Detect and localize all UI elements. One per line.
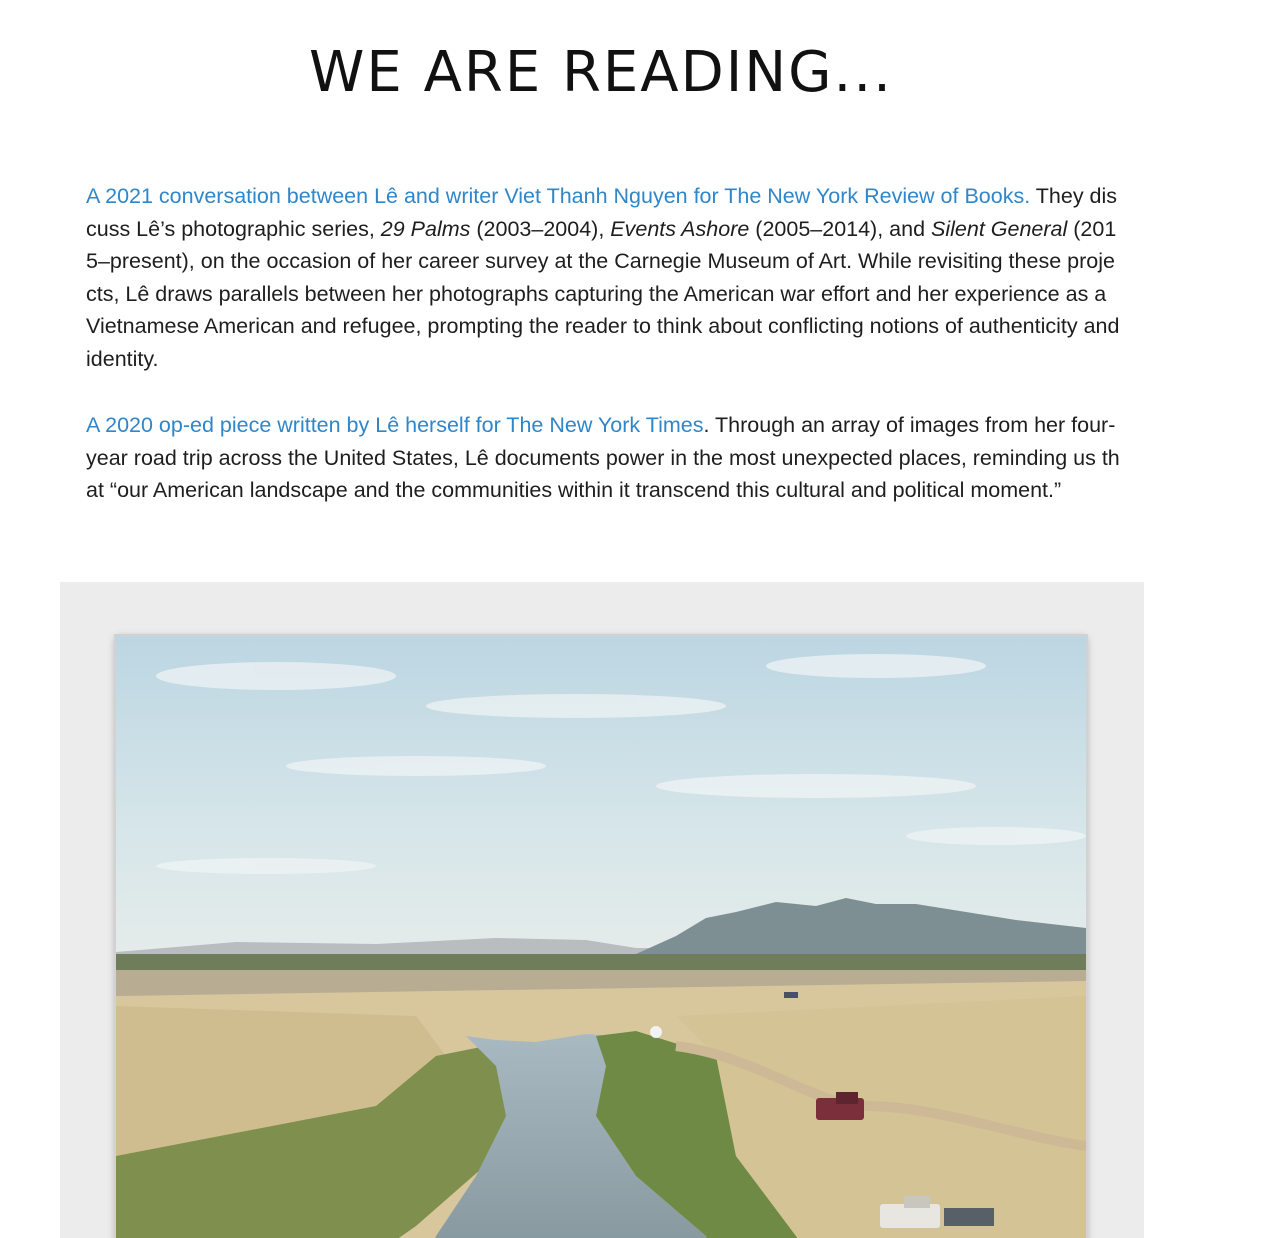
- landscape-photo-image: [116, 636, 1086, 1238]
- series-title-silent-general: Silent General: [931, 216, 1068, 241]
- nyt-op-ed-link[interactable]: A 2020 op-ed piece written by Lê herself for The New York Times: [86, 413, 704, 437]
- article-1-text-d: (2015–present), on the occasion of her career survey at the Carnegie Museum of Art. While revisiting these projects, Lê draws parallels between her photographs capturing the American war effort and her experience as a Vietnamese American and refugee, prompting the reader to think about conflicting notions of authenticity and identity.: [86, 216, 1120, 371]
- photo-frame: [60, 582, 1144, 1238]
- white-car: [650, 1026, 662, 1038]
- article-1-text-c: (2005–2014), and: [749, 216, 932, 241]
- distant-car: [784, 992, 798, 998]
- article-paragraph-2: [86, 409, 1120, 507]
- article-paragraph-1: [86, 180, 1120, 376]
- nyrb-conversation-link[interactable]: A 2021 conversation between Lê and writer Viet Thanh Nguyen for The New York Review of Books.: [86, 184, 1031, 208]
- article-1-text-a: They discuss Lê’s photographic series,: [86, 184, 1118, 241]
- landscape-photograph: [116, 636, 1086, 1238]
- article-2-text: . Through an array of images from her four-year road trip across the United States, Lê documents power in the most unexpected places, reminding us that “our American landscape and the communities within it transcend this cultural and political moment.”: [86, 413, 1120, 503]
- series-title-29-palms: 29 Palms: [380, 216, 471, 241]
- series-title-events-ashore: Events Ashore: [610, 216, 750, 241]
- article-1-text-b: (2003–2004),: [470, 216, 611, 241]
- page-title: WE ARE READING...: [309, 40, 893, 105]
